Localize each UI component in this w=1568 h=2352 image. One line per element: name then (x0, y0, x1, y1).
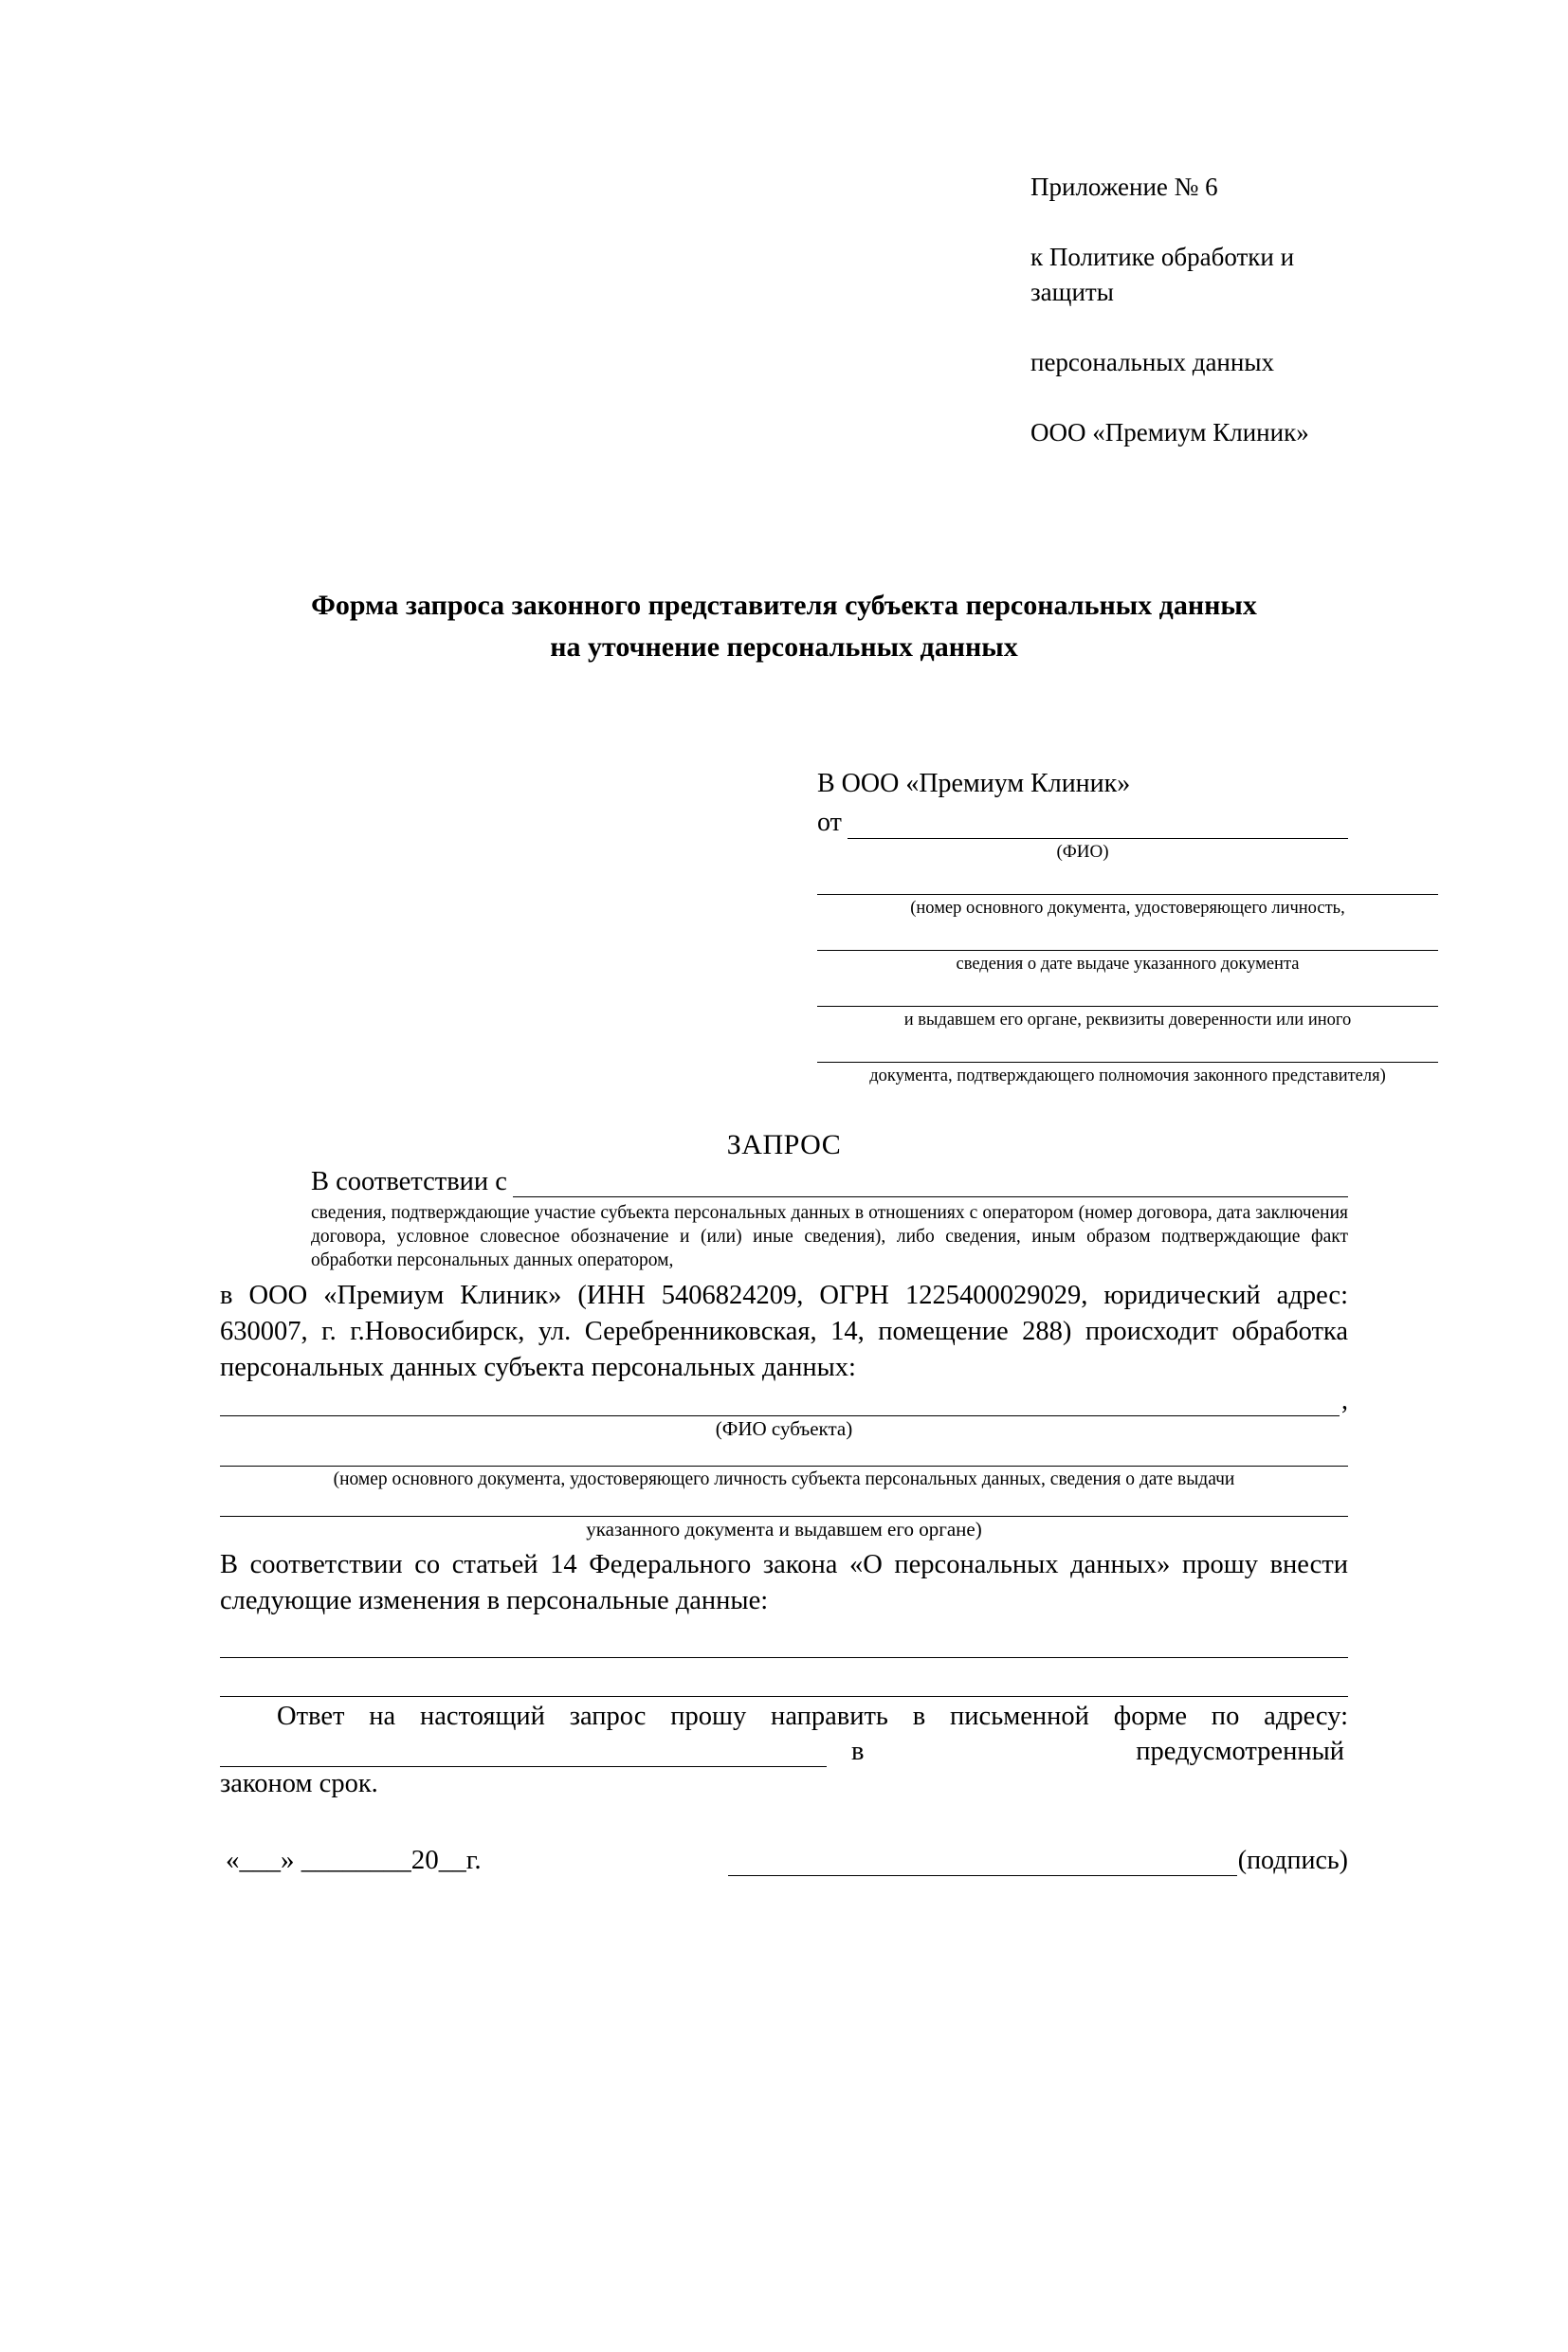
fine-print-note: сведения, подтверждающие участие субъекта персональных данных в отношениях с оператором (номер договора, дата заключения договора, условное словесное обозначение и (или) иные сведения), либо сведения, иным образом подтверждающие факт обработки персональных данных оператором, (311, 1203, 1348, 1270)
doc-date-input-line[interactable] (817, 931, 1438, 951)
subject-doc-organ-input-line[interactable] (220, 1491, 1348, 1517)
changes-input-line-2[interactable] (220, 1658, 1348, 1697)
page-title-line1: Форма запроса законного представителя субъекта персональных данных (311, 590, 1257, 621)
fio-caption: (ФИО) (1056, 842, 1109, 862)
appendix-number: Приложение № 6 (1030, 173, 1218, 201)
doc-authority-caption: документа, подтверждающего полномочия законного представителя) (869, 1067, 1386, 1085)
answer-tail-last: законом срок. (220, 1769, 378, 1798)
changes-input-line-1[interactable] (220, 1619, 1348, 1658)
answer-address-row (220, 1737, 1348, 1767)
in-accordance-row (220, 1167, 1348, 1197)
addressee-from-row (817, 807, 1348, 839)
signature-label: (подпись) (1237, 1846, 1348, 1875)
subject-fio-comma: , (1341, 1386, 1348, 1415)
appendix-header (1030, 135, 1348, 485)
subject-doc-input-line[interactable] (220, 1441, 1348, 1467)
answer-address-tail (827, 1737, 1348, 1767)
page-title (220, 585, 1348, 668)
doc-organ-caption: и выдавшем его органе, реквизиты доверенности или иного (903, 1011, 1352, 1030)
appendix-company: ООО «Премиум Клиник» (1030, 418, 1309, 447)
signature-date-field[interactable]: «___» ________20__г. (226, 1845, 482, 1875)
appendix-policy-line1: к Политике обработки и защиты (1030, 243, 1295, 306)
document-page (0, 135, 1568, 2352)
answer-tail-term: предусмотренный (1136, 1737, 1344, 1766)
doc-number-row (817, 875, 1348, 920)
answer-tail-v: в (851, 1737, 865, 1766)
doc-date-caption: сведения о дате выдаче указанного документа (956, 955, 1300, 974)
subject-fio-row (220, 1386, 1348, 1416)
signature-input-line[interactable] (728, 1852, 1237, 1876)
addressee-from-label: от (817, 808, 842, 837)
subject-fio-input-line[interactable] (220, 1391, 1340, 1416)
doc-authority-input-line[interactable] (817, 1043, 1438, 1063)
addressee-to: В ООО «Премиум Клиник» (817, 769, 1131, 798)
signature-row (220, 1845, 1348, 1876)
doc-number-input-line[interactable] (817, 875, 1438, 895)
fio-input-line[interactable] (848, 817, 1348, 839)
addressee-block (817, 768, 1386, 1087)
subject-fio-caption: (ФИО субъекта) (715, 1417, 853, 1440)
doc-authority-row (817, 1043, 1386, 1087)
page-title-line2: на уточнение персональных данных (550, 631, 1018, 663)
subject-doc-organ-caption: указанного документа и выдавшем его органе) (586, 1518, 982, 1541)
in-accordance-label: В соответствии с (311, 1167, 507, 1196)
doc-number-caption: (номер основного документа, удостоверяющего личность, (910, 899, 1345, 918)
appendix-policy-line2: персональных данных (1030, 348, 1274, 376)
answer-paragraph: Ответ на настоящий запрос прошу направить в письменной форме по адресу: (277, 1702, 1348, 1731)
answer-address-input-line[interactable] (220, 1743, 827, 1767)
doc-date-row (817, 931, 1348, 975)
subject-doc-caption: (номер основного документа, удостоверяющего личность субъекта персональных данных, сведения о дате выдачи (333, 1469, 1235, 1489)
operator-paragraph: в ООО «Премиум Клиник» (ИНН 5406824209, ОГРН 1225400029029, юридический адрес: 630007, г. г.Новосибирск, ул. Серебренниковская, 14, помещение 288) происходит обработка персональных данных субъекта персональных данных: (220, 1281, 1348, 1382)
in-accordance-input-line[interactable] (513, 1176, 1348, 1197)
doc-organ-input-line[interactable] (817, 987, 1438, 1007)
request-heading: ЗАПРОС (726, 1129, 842, 1160)
law-paragraph: В соответствии со статьей 14 Федерального закона «О персональных данных» прошу внести следующие изменения в персональные данные: (220, 1550, 1348, 1615)
doc-organ-row (817, 987, 1352, 1031)
